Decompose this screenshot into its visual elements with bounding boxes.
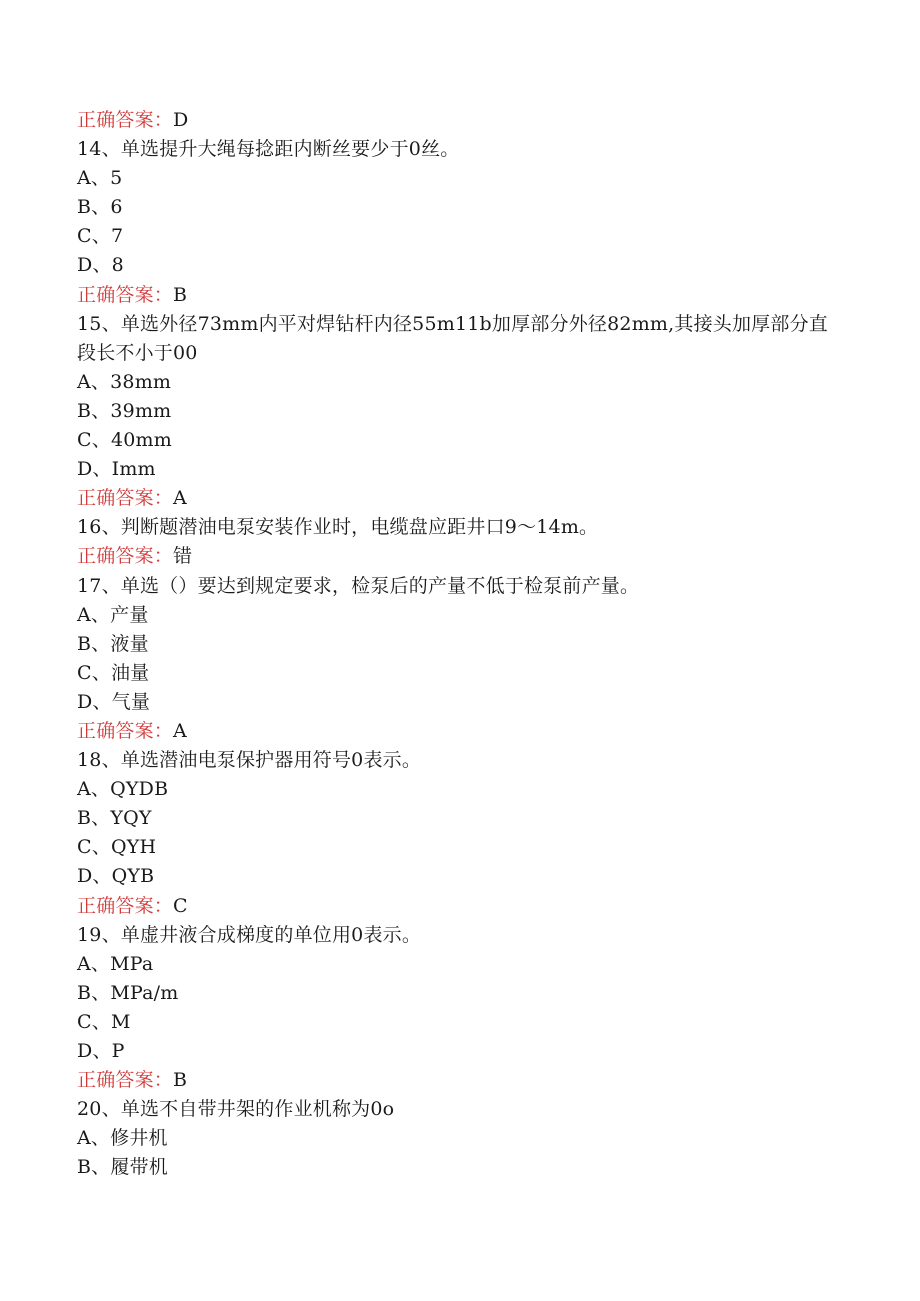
option-item: A、QYDB <box>77 778 169 801</box>
answer-value: A <box>173 487 187 510</box>
option-item: C、M <box>77 1010 131 1033</box>
question-text: 18、单选潜油电泵保护器用符号0表示。 <box>77 749 422 772</box>
answer-label: 正确答案： <box>77 283 174 306</box>
question-text: 17、单选（）要达到规定要求，检泵后的产量不低于检泵前产量。 <box>77 574 640 597</box>
answer-label: 正确答案： <box>77 109 174 131</box>
answer-line <box>77 1066 857 1095</box>
answer-label: 正确答案： <box>77 1069 174 1092</box>
answer-line <box>77 717 857 746</box>
question-text: 19、单虚井液合成梯度的单位用0表示。 <box>77 923 422 946</box>
option-item: D、QYB <box>77 865 155 888</box>
answer-label: 正确答案： <box>77 545 174 568</box>
question-list <box>77 106 857 1182</box>
answer-label: 正确答案： <box>77 719 174 742</box>
option-item: A、修井机 <box>77 1127 168 1150</box>
option-item: B、液量 <box>77 632 149 655</box>
option-item: B、39mm <box>77 399 172 422</box>
answer-label: 正确答案： <box>77 894 174 917</box>
option-item: C、QYH <box>77 836 157 859</box>
question-text: 14、单选提升大绳每捻距内断丝要少于0丝。 <box>77 138 460 161</box>
option-item: C、油量 <box>77 661 150 684</box>
answer-line <box>77 281 857 310</box>
question-text: 16、判断题潜油电泵安装作业时，电缆盘应距井口9～14m。 <box>77 516 599 539</box>
answer-line <box>77 106 857 135</box>
option-item: A、产量 <box>77 603 149 626</box>
option-item: B、6 <box>77 196 123 219</box>
answer-line <box>77 484 857 513</box>
answer-value: B <box>173 1069 188 1092</box>
option-item: B、YQY <box>77 807 152 830</box>
option-item: A、MPa <box>77 952 154 975</box>
answer-line <box>77 892 857 921</box>
option-item: A、38mm <box>77 370 172 393</box>
answer-value: D <box>173 109 189 131</box>
option-item: C、7 <box>77 225 124 248</box>
answer-value: A <box>173 719 187 742</box>
answer-value: C <box>173 894 188 917</box>
answer-value: 错 <box>173 545 193 568</box>
question-text: 20、单选不自带井架的作业机称为0o <box>77 1098 395 1121</box>
option-item: D、气量 <box>77 690 151 713</box>
answer-label: 正确答案： <box>77 487 174 510</box>
option-item: C、40mm <box>77 429 172 452</box>
option-item: D、8 <box>77 254 124 277</box>
option-item: A、5 <box>77 167 123 190</box>
option-item: B、履带机 <box>77 1156 168 1179</box>
option-item: D、P <box>77 1040 125 1062</box>
option-item: B、MPa/m <box>77 981 179 1004</box>
question-text: 15、单选外径73mm内平对焊钻杆内径55m11b加厚部分外径82mm,其接头加厚部分直段长不小于00 <box>77 312 828 364</box>
option-item: D、Imm <box>77 458 156 481</box>
answer-line <box>77 542 857 571</box>
answer-value: B <box>173 283 188 306</box>
